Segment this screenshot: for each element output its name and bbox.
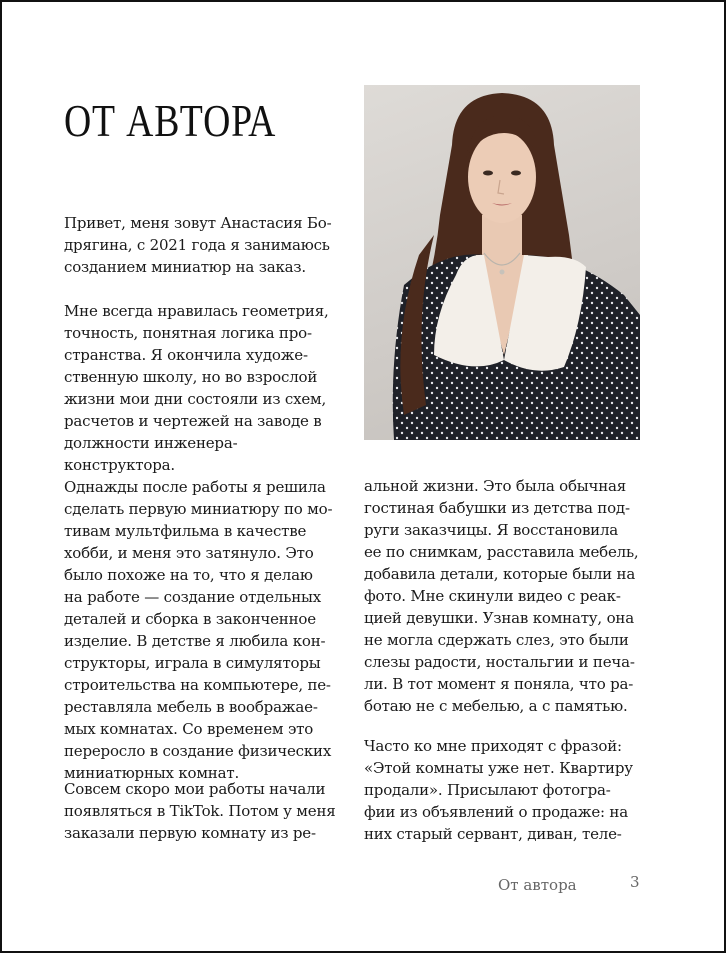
author-photo [364, 85, 640, 440]
memory-paragraph: альной жизни. Это была обычная гостиная бабушки из детства под- руги заказчицы. Я восстановила ее по снимкам, расставила мебель, добавила детали, которые были на фото. Мне скинули видео с реак- цией девушки. Узнав комнату, она не могла сдержать слез, это были слезы радости, ностальгии и печа- ли. В тот момент я поняла, что ра- ботаю не с мебелью, а с памятью. [364, 477, 639, 715]
page-number: 3 [630, 873, 640, 891]
running-footer: От автора [498, 876, 577, 894]
intro-paragraph: Привет, меня зовут Анастасия Бо- дрягина, с 2021 года я занимаюсь созданием миниатюр на заказ. [64, 214, 332, 276]
story-paragraph: Мне всегда нравилась геометрия, точность, понятная логика про- странства. Я окончила художе- ственную школу, но во взрослой жизни мои дни состояли из схем, расчетов и чертежей на заводе в должности инженера-конструктора. Однажды после работы я решила сделать первую миниатюру по мо- тивам мультфильма в качестве хобби, и меня это затянуло. Это было похоже на то, что я делаю на работе — создание отдельных деталей и сборка в законченное изделие. В детстве я любила кон- структоры, играла в симуляторы строительства на компьютере, пе- реставляла мебель в воображае- мых комнатах. Со временем это переросло в создание физических миниатюрных комнат. [64, 302, 333, 782]
face-shape [468, 131, 536, 223]
author-portrait-illustration [364, 85, 640, 440]
page-title: ОТ АВТОРА [64, 95, 277, 146]
phrase-paragraph: Часто ко мне приходят с фразой: «Этой комнаты уже нет. Квартиру продали». Присылают фотогра- фии из объявлений о продаже: на них старый сервант, диван, теле- [364, 737, 633, 843]
tiktok-paragraph: Совсем скоро мои работы начали появляться в TikTok. Потом у меня заказали первую комнату из ре- [64, 780, 336, 842]
